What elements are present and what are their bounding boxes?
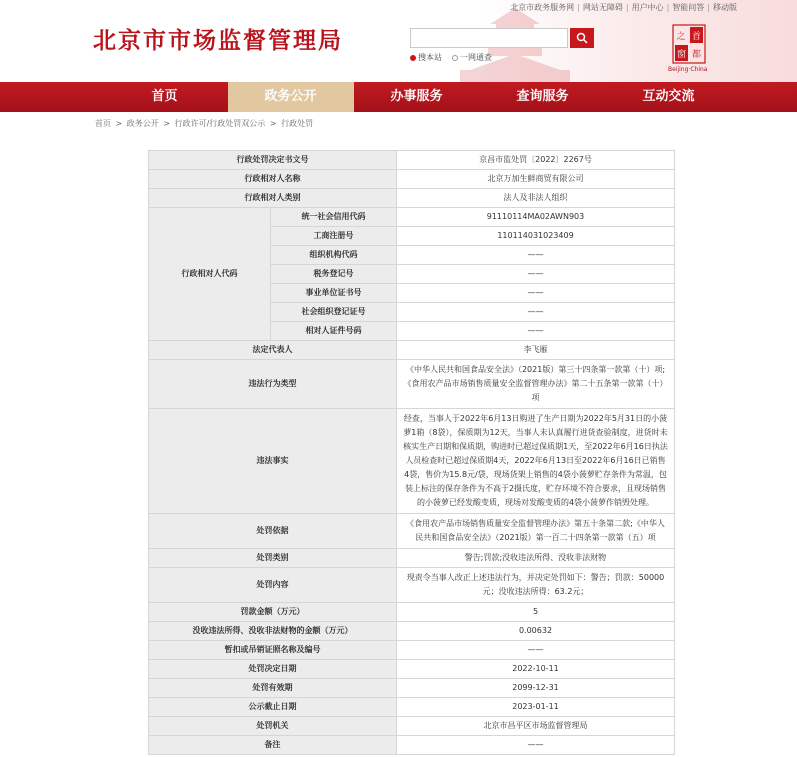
institution-cert-value: ——: [397, 284, 675, 303]
party-type-value: 法人及非法人组织: [397, 189, 675, 208]
top-link-smart-qa[interactable]: 智能问答: [672, 3, 705, 12]
content-value: 现责令当事人改正上述违法行为，并决定处罚如下：警告；罚款：50000元；没收违法所得：63.2元；: [397, 568, 675, 603]
capital-window-logo-icon: [672, 24, 706, 64]
sub-label: 税务登记号: [271, 265, 397, 284]
remark-value: ——: [397, 736, 675, 755]
table-row: [149, 208, 675, 227]
row-label: 法定代表人: [149, 341, 397, 360]
legal-rep-value: 李飞雁: [397, 341, 675, 360]
sub-label: 事业单位证书号: [271, 284, 397, 303]
table-row: [149, 341, 675, 360]
nav-services[interactable]: 办事服务: [390, 89, 443, 104]
authority-value: 北京市昌平区市场监督管理局: [397, 717, 675, 736]
table-row: [149, 189, 675, 208]
row-label: 行政处罚决定书文号: [149, 151, 397, 170]
license-value: ——: [397, 641, 675, 660]
publish-end-value: 2023-01-11: [397, 698, 675, 717]
breadcrumb-gov-affairs[interactable]: 政务公开: [126, 119, 159, 128]
row-label: 处罚决定日期: [149, 660, 397, 679]
breadcrumb-sep: >: [163, 119, 171, 128]
top-link-mobile[interactable]: 移动版: [713, 3, 737, 12]
row-label: 行政相对人类别: [149, 189, 397, 208]
tax-no-value: ——: [397, 265, 675, 284]
svg-text:之: 之: [676, 32, 686, 42]
id-number-value: ——: [397, 322, 675, 341]
decision-no-value: 京昌市监处罚〔2022〕2267号: [397, 151, 675, 170]
breadcrumb-sep: >: [269, 119, 277, 128]
table-row: [149, 151, 675, 170]
row-label: 处罚有效期: [149, 679, 397, 698]
breadcrumb: [95, 118, 315, 129]
table-row: [149, 514, 675, 549]
breadcrumb-home[interactable]: 首页: [95, 119, 111, 128]
party-name-value: 北京万加生鲜商贸有限公司: [397, 170, 675, 189]
sub-label: 社会组织登记证号: [271, 303, 397, 322]
radio-selected-icon: [410, 55, 416, 61]
row-label: 处罚内容: [149, 568, 397, 603]
table-row: [149, 641, 675, 660]
sub-label: 相对人证件号码: [271, 322, 397, 341]
nav-interaction[interactable]: 互动交流: [642, 89, 695, 104]
sub-label: 组织机构代码: [271, 246, 397, 265]
confiscated-value: 0.00632: [397, 622, 675, 641]
table-row: [149, 736, 675, 755]
row-label: 处罚机关: [149, 717, 397, 736]
table-row: [149, 360, 675, 409]
search-icon: [576, 32, 588, 44]
facts-value: 经查，当事人于2022年6月13日购进了生产日期为2022年5月31日的小菠萝1箱（8袋），保质期为12天，当事人未认真履行进货查验制度，进货时未核实生产日期和保质期，购进时已超过保质期1天，至2022年6月16日执法人员检查时已超过保质期4天，2022年6月13日至2022年6月16日已销售4袋，售价为15.8元/袋，现场货架上销售的4袋小菠萝贮存条件为常温，包装上标注的保存条件为不高于2摄氏度，贮存环境不符合要求，且现场销售的小菠萝已经发酸变质，现场对发酸变质的4袋小菠萝作销毁处理。: [397, 409, 675, 514]
table-row: [149, 568, 675, 603]
basis-value: 《食用农产品市场销售质量安全监督管理办法》第五十条第二款;《中华人民共和国食品安全法》（2021版）第一百二十四条第一款第（五）项: [397, 514, 675, 549]
table-row: [149, 549, 675, 568]
table-row: [149, 170, 675, 189]
radio-this-site[interactable]: [410, 52, 442, 63]
reg-no-value: 110114031023409: [397, 227, 675, 246]
top-links: 北京市政务服务网 | 网站无障碍 | 用户中心 | 智能问答 | 移动版: [510, 3, 737, 12]
penalty-info-table: [148, 150, 675, 755]
category-value: 警告;罚款;没收违法所得、没收非法财物: [397, 549, 675, 568]
nav-home[interactable]: 首页: [151, 89, 178, 104]
nav-query[interactable]: 查询服务: [516, 89, 569, 104]
site-title: 北京市市场监督管理局: [93, 27, 343, 54]
svg-text:首: 首: [691, 32, 702, 42]
sub-label: 统一社会信用代码: [271, 208, 397, 227]
search-input[interactable]: [410, 28, 568, 48]
row-label: 没收违法所得、没收非法财物的金额（万元）: [149, 622, 397, 641]
credit-code-value: 91110114MA02AWN903: [397, 208, 675, 227]
org-code-value: ——: [397, 246, 675, 265]
social-org-cert-value: ——: [397, 303, 675, 322]
row-label: 暂扣或吊销证照名称及编号: [149, 641, 397, 660]
top-link-user-center[interactable]: 用户中心: [631, 3, 664, 12]
nav-gov-affairs[interactable]: 政务公开: [228, 82, 354, 112]
row-label: 行政相对人代码: [149, 208, 271, 341]
valid-until-value: 2099-12-31: [397, 679, 675, 698]
svg-text:窗: 窗: [676, 50, 687, 60]
breadcrumb-double-publicity[interactable]: 行政许可/行政处罚双公示: [174, 119, 266, 128]
header: [0, 0, 797, 82]
main-nav: [0, 82, 797, 112]
table-row: [149, 603, 675, 622]
row-label: 行政相对人名称: [149, 170, 397, 189]
table-row: [149, 660, 675, 679]
row-label: 处罚依据: [149, 514, 397, 549]
table-row: [149, 679, 675, 698]
search-scope: [410, 52, 492, 63]
top-link-accessibility[interactable]: 网站无障碍: [582, 3, 623, 12]
decision-date-value: 2022-10-11: [397, 660, 675, 679]
radio-label: 一网通查: [460, 53, 492, 62]
sub-label: 工商注册号: [271, 227, 397, 246]
radio-one-net[interactable]: [452, 52, 492, 63]
table-row: [149, 717, 675, 736]
row-label: 处罚类别: [149, 549, 397, 568]
breadcrumb-sep: >: [115, 119, 123, 128]
table-row: [149, 698, 675, 717]
row-label: 备注: [149, 736, 397, 755]
table-row: [149, 409, 675, 514]
svg-text:都: 都: [691, 50, 702, 60]
breadcrumb-penalty[interactable]: 行政处罚: [281, 119, 314, 128]
search-button[interactable]: [570, 28, 594, 48]
fine-value: 5: [397, 603, 675, 622]
table-row: [149, 622, 675, 641]
row-label: 违法事实: [149, 409, 397, 514]
radio-unselected-icon: [452, 55, 458, 61]
row-label: 罚款金额（万元）: [149, 603, 397, 622]
row-label: 公示截止日期: [149, 698, 397, 717]
row-label: 违法行为类型: [149, 360, 397, 409]
logo-caption: Beijing·China: [668, 66, 708, 73]
violation-type-value: 《中华人民共和国食品安全法》（2021版）第三十四条第一款第（十）项;《食用农产品市场销售质量安全监督管理办法》第二十五条第一款第（十）项: [397, 360, 675, 409]
top-link-gov-service[interactable]: 北京市政务服务网: [510, 3, 575, 12]
radio-label: 搜本站: [418, 53, 442, 62]
